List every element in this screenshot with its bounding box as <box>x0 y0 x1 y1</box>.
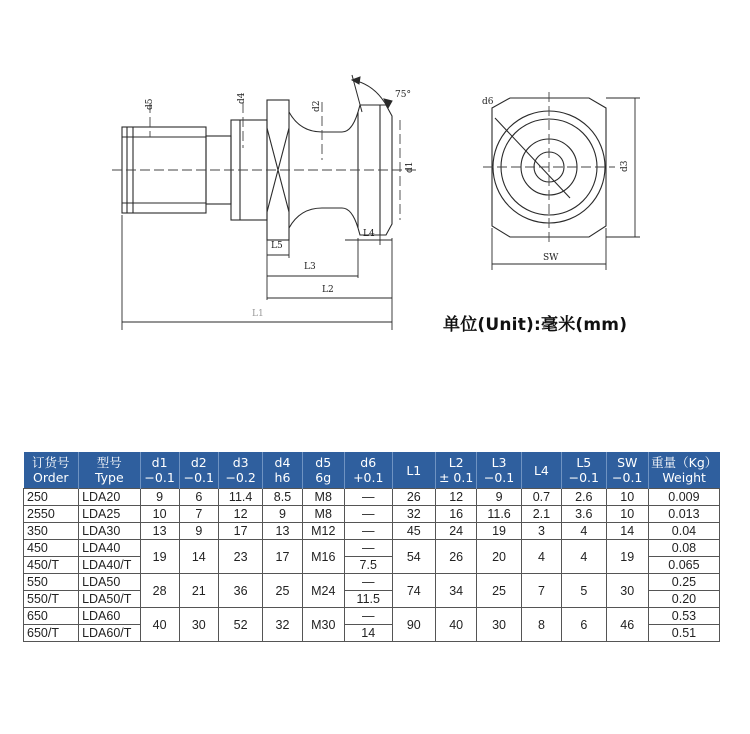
table-cell: 0.04 <box>648 523 719 540</box>
table-cell: 0.53 <box>648 608 719 625</box>
column-header-line2: Weight <box>662 470 706 485</box>
column-header-line1: d4 <box>274 455 291 470</box>
table-cell: 16 <box>436 506 477 523</box>
table-cell: 9 <box>477 489 521 506</box>
table-cell: 10 <box>606 506 648 523</box>
table-cell: 36 <box>218 574 262 608</box>
column-header <box>302 452 344 489</box>
table-cell: — <box>344 574 392 591</box>
table-cell: 0.065 <box>648 557 719 574</box>
column-header-line1: d1 <box>151 455 168 470</box>
column-header-line2: −0.1 <box>183 470 214 485</box>
table-cell: 23 <box>218 540 262 574</box>
table-cell: 0.25 <box>648 574 719 591</box>
waist-bottom <box>289 208 358 228</box>
table-row <box>24 506 720 523</box>
column-header-line2: Type <box>94 470 124 485</box>
label-d3: d3 <box>620 160 630 172</box>
table-row <box>24 574 720 591</box>
unit-note: 单位(Unit):毫米(mm) <box>443 315 628 335</box>
table-cell: — <box>344 523 392 540</box>
table-cell: LDA60/T <box>79 625 140 642</box>
table-row <box>24 540 720 557</box>
table-cell: M30 <box>302 608 344 642</box>
label-d5: d5 <box>145 98 155 110</box>
column-header <box>436 452 477 489</box>
table-cell: 250 <box>24 489 79 506</box>
waist-top <box>289 112 358 132</box>
table-cell: 90 <box>392 608 435 642</box>
label-l5: L5 <box>271 241 283 251</box>
table-cell: 11.5 <box>344 591 392 608</box>
table-cell: 0.013 <box>648 506 719 523</box>
angle-mark <box>352 75 392 112</box>
table-cell: 19 <box>606 540 648 574</box>
table-cell: 30 <box>606 574 648 608</box>
table-cell: 26 <box>436 540 477 574</box>
table-cell: 40 <box>140 608 179 642</box>
table-cell: 5 <box>562 574 606 608</box>
column-header-line1: d6 <box>360 455 377 470</box>
column-header <box>179 452 218 489</box>
table-cell: LDA40 <box>79 540 140 557</box>
table-cell: 2550 <box>24 506 79 523</box>
table-cell: 650 <box>24 608 79 625</box>
label-d6: d6 <box>482 97 494 107</box>
label-sw: SW <box>543 253 559 263</box>
table-cell: LDA60 <box>79 608 140 625</box>
table-cell: 4 <box>521 540 561 574</box>
table-cell: LDA50 <box>79 574 140 591</box>
table-cell: 10 <box>606 489 648 506</box>
table-cell: 34 <box>436 574 477 608</box>
table-cell: 7 <box>179 506 218 523</box>
column-header-line1: d5 <box>315 455 332 470</box>
column-header <box>140 452 179 489</box>
table-cell: — <box>344 540 392 557</box>
table-cell: 550 <box>24 574 79 591</box>
column-header-line2: ± 0.1 <box>438 470 474 485</box>
table-cell: — <box>344 608 392 625</box>
column-header-line1: 重量（Kg） <box>651 455 718 470</box>
table-cell: LDA25 <box>79 506 140 523</box>
table-body <box>24 489 720 642</box>
column-header-line1: 订货号 <box>32 455 70 470</box>
table-cell: LDA50/T <box>79 591 140 608</box>
label-angle: 75° <box>395 90 411 100</box>
table-cell: 450/T <box>24 557 79 574</box>
table-cell: 25 <box>477 574 521 608</box>
column-header-line1: L1 <box>406 462 422 478</box>
table-cell: 12 <box>218 506 262 523</box>
table-cell: 21 <box>179 574 218 608</box>
table-cell: 9 <box>179 523 218 540</box>
table-cell: M24 <box>302 574 344 608</box>
table-cell: 17 <box>218 523 262 540</box>
table-cell: 28 <box>140 574 179 608</box>
table-cell: 14 <box>179 540 218 574</box>
table-cell: 550/T <box>24 591 79 608</box>
table-cell: 11.6 <box>477 506 521 523</box>
table-cell: 3 <box>521 523 561 540</box>
spec-table <box>23 452 720 642</box>
column-header-line2: −0.1 <box>483 470 515 485</box>
table-cell: M16 <box>302 540 344 574</box>
table-cell: 13 <box>140 523 179 540</box>
table-cell: 8 <box>521 608 561 642</box>
column-header <box>79 452 140 489</box>
table-cell: 30 <box>179 608 218 642</box>
table-cell: 30 <box>477 608 521 642</box>
column-header-line2: −0.1 <box>144 470 175 485</box>
table-cell: 74 <box>392 574 435 608</box>
table-header-row <box>24 452 720 489</box>
table-cell: 7 <box>521 574 561 608</box>
label-l2: L2 <box>322 285 334 295</box>
table-cell: 3.6 <box>562 506 606 523</box>
column-header-line2: −0.1 <box>568 470 599 485</box>
table-cell: 32 <box>263 608 302 642</box>
column-header <box>562 452 606 489</box>
table-cell: 0.08 <box>648 540 719 557</box>
table-cell: 0.20 <box>648 591 719 608</box>
table-cell: 54 <box>392 540 435 574</box>
column-header <box>521 452 561 489</box>
column-header <box>648 452 719 489</box>
table-cell: M8 <box>302 506 344 523</box>
table-cell: 9 <box>140 489 179 506</box>
label-l4: L4 <box>363 229 375 239</box>
table-cell: 24 <box>436 523 477 540</box>
column-header-line1: d2 <box>190 455 207 470</box>
table-cell: 10 <box>140 506 179 523</box>
table-cell: 46 <box>606 608 648 642</box>
table-cell: 4 <box>562 523 606 540</box>
table-cell: 2.6 <box>562 489 606 506</box>
table-cell: LDA20 <box>79 489 140 506</box>
table-cell: 25 <box>263 574 302 608</box>
table-row <box>24 608 720 625</box>
table-cell: 6 <box>179 489 218 506</box>
table-cell: 14 <box>344 625 392 642</box>
table-cell: 17 <box>263 540 302 574</box>
table-cell: 0.7 <box>521 489 561 506</box>
table-cell: — <box>344 506 392 523</box>
column-header-line1: L2 <box>448 455 464 470</box>
table-cell: 19 <box>477 523 521 540</box>
label-d4: d4 <box>237 92 247 104</box>
table-cell: 45 <box>392 523 435 540</box>
column-header-line2: +0.1 <box>353 470 384 485</box>
column-header <box>24 452 79 489</box>
table-row <box>24 489 720 506</box>
table-cell: 32 <box>392 506 435 523</box>
column-header-line1: d3 <box>232 455 249 470</box>
label-d2: d2 <box>312 100 322 112</box>
table-cell: 40 <box>436 608 477 642</box>
table-cell: 14 <box>606 523 648 540</box>
table-cell: 7.5 <box>344 557 392 574</box>
column-header-line2: −0.1 <box>612 470 643 485</box>
column-header-line1: L5 <box>576 455 592 470</box>
column-header <box>392 452 435 489</box>
table-cell: 6 <box>562 608 606 642</box>
column-header-line2: Order <box>33 470 69 485</box>
table-cell: M12 <box>302 523 344 540</box>
table-cell: 9 <box>263 506 302 523</box>
column-header-line2: 6g <box>315 470 332 485</box>
table-cell: 4 <box>562 540 606 574</box>
table-cell: 8.5 <box>263 489 302 506</box>
table-cell: 20 <box>477 540 521 574</box>
column-header <box>263 452 302 489</box>
table-row <box>24 523 720 540</box>
label-d1: d1 <box>405 161 415 173</box>
column-header-line1: 型号 <box>96 455 122 470</box>
table-cell: — <box>344 489 392 506</box>
column-header <box>477 452 521 489</box>
table-cell: 0.009 <box>648 489 719 506</box>
table-cell: 450 <box>24 540 79 557</box>
column-header-line1: SW <box>617 455 638 470</box>
column-header <box>606 452 648 489</box>
table-cell: 2.1 <box>521 506 561 523</box>
table-cell: 12 <box>436 489 477 506</box>
column-header-line1: L3 <box>491 455 507 470</box>
column-header <box>218 452 262 489</box>
table-cell: 11.4 <box>218 489 262 506</box>
column-header-line2: −0.2 <box>225 470 256 485</box>
table-cell: 0.51 <box>648 625 719 642</box>
table-cell: 650/T <box>24 625 79 642</box>
table-cell: M8 <box>302 489 344 506</box>
table-cell: 350 <box>24 523 79 540</box>
column-header <box>344 452 392 489</box>
table-cell: 52 <box>218 608 262 642</box>
column-header-line2: h6 <box>274 470 291 485</box>
label-l3: L3 <box>304 262 316 272</box>
table-cell: 26 <box>392 489 435 506</box>
table-cell: LDA30 <box>79 523 140 540</box>
table-cell: LDA40/T <box>79 557 140 574</box>
table-cell: 13 <box>263 523 302 540</box>
label-l1: L1 <box>252 309 264 319</box>
table-cell: 19 <box>140 540 179 574</box>
column-header-line1: L4 <box>533 462 549 478</box>
